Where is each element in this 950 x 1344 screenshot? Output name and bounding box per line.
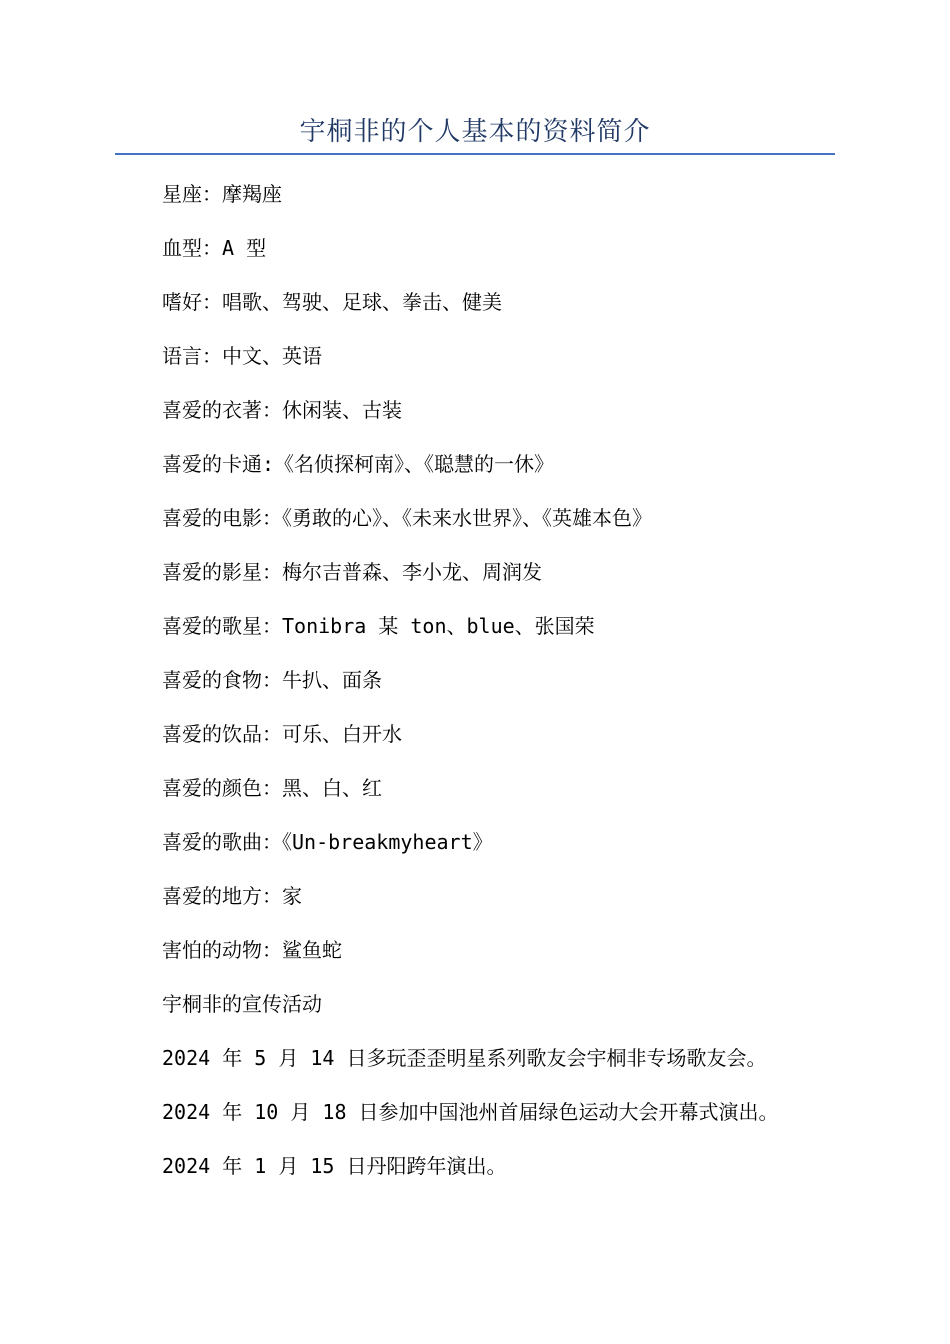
document-title: 宇桐非的个人基本的资料简介 — [299, 117, 651, 147]
line-favorite-song: 喜爱的歌曲：《Un-breakmyheart》 — [162, 830, 493, 854]
line-favorite-food: 喜爱的食物：牛扒、面条 — [162, 668, 382, 692]
event-line: 2024 年 1 月 15 日丹阳跨年演出。 — [162, 1154, 507, 1178]
line-feared-animals: 害怕的动物：鲨鱼蛇 — [162, 938, 342, 962]
document-body — [162, 176, 862, 1202]
line-constellation: 星座：摩羯座 — [162, 182, 282, 206]
line-favorite-place: 喜爱的地方：家 — [162, 884, 302, 908]
line-favorite-drinks: 喜爱的饮品：可乐、白开水 — [162, 722, 402, 746]
section-heading-promotions: 宇桐非的宣传活动 — [162, 992, 322, 1016]
line-languages: 语言：中文、英语 — [162, 344, 322, 368]
line-favorite-colors: 喜爱的颜色：黑、白、红 — [162, 776, 382, 800]
line-favorite-actors: 喜爱的影星：梅尔吉普森、李小龙、周润发 — [162, 560, 542, 584]
line-favorite-movies: 喜爱的电影：《勇敢的心》、《未来水世界》、《英雄本色》 — [162, 506, 652, 530]
event-line: 2024 年 10 月 18 日参加中国池州首届绿色运动大会开幕式演出。 — [162, 1100, 779, 1124]
title-underline — [115, 153, 835, 155]
event-line: 2024 年 5 月 14 日多玩歪歪明星系列歌友会宇桐非专场歌友会。 — [162, 1046, 767, 1070]
line-favorite-cartoons: 喜爱的卡通:《名侦探柯南》、《聪慧的一休》 — [162, 452, 555, 476]
line-blood-type: 血型：A 型 — [162, 236, 267, 260]
line-favorite-clothing: 喜爱的衣著：休闲装、古装 — [162, 398, 402, 422]
line-favorite-singers: 喜爱的歌星：Tonibra 某 ton、blue、张国荣 — [162, 614, 595, 638]
line-hobbies: 嗜好：唱歌、驾驶、足球、拳击、健美 — [162, 290, 502, 314]
